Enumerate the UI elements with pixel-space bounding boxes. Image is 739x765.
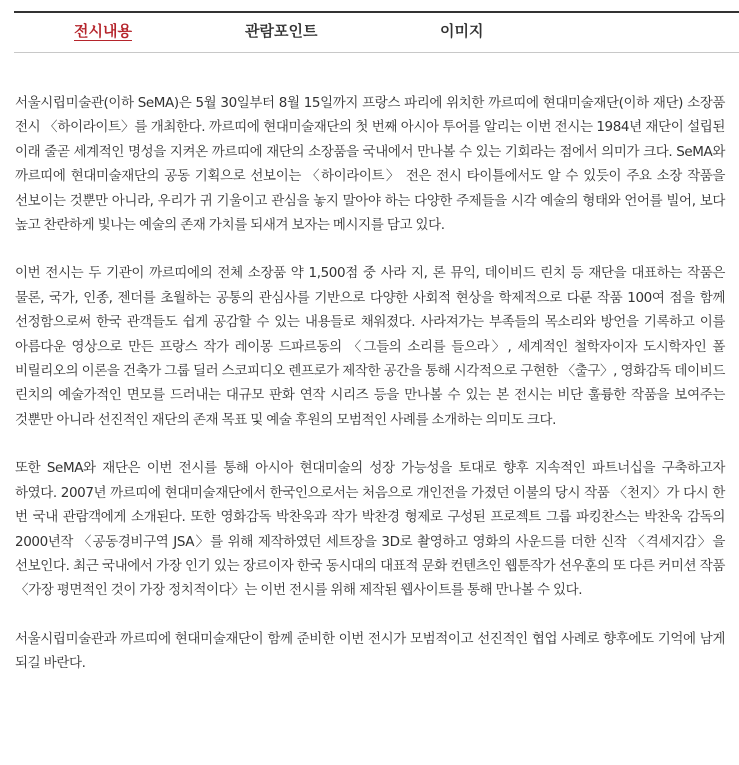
paragraph-closing: 서울시립미술관과 까르띠에 현대미술재단이 함께 준비한 이번 전시가 모범적이고 선진적인 협업 사례로 향후에도 기억에 남게 되길 바란다. <box>15 630 725 672</box>
paragraph-partnership: 또한 SeMA와 재단은 이번 전시를 통해 아시아 현대미술의 성장 가능성을 토대로 향후 지속적인 파트너십을 구축하고자 하였다. 2007년 까르띠에 현대미술재단에서 한국인으로서는 처음으로 개인전을 가졌던 이불의 당시 작품 〈천지〉가 다시 한 번 국내 관람객에게 소개된다. 또한 영화감독 박찬욱과 작가 박찬경 형제로 구성된 프로젝트 그룹 파킹찬스는 박찬욱 감독의 2000년작 〈공동경비구역 JSA〉를 위해 제작하였던 세트장을 3D로 촬영하고 영화의 사운드를 더한 신작 〈격세지감〉을 선보인다. 최근 국내에서 가장 인기 있는 장르이자 한국 동시대의 대표적 문화 컨텐츠인 웹툰작가 선우훈의 또 다른 커미션 작품 〈가장 평면적인 것이 가장 정치적이다〉는 이번 전시를 위해 제작된 웹사이트를 통해 만나볼 수 있다. <box>15 460 725 599</box>
tab-viewing-points[interactable]: 관람포인트 <box>245 22 318 40</box>
paragraph-collection: 이번 전시는 두 기관이 까르띠에의 전체 소장품 약 1,500점 중 사라 지, 론 뮤익, 데이비드 린치 등 재단을 대표하는 작품은 물론, 국가, 인종, 젠더를 초월하는 공통의 관심사를 기반으로 다양한 사회적 현상을 학제적으로 다룬 작품 100여 점을 함께 선정함으로써 한국 관객들도 쉽게 공감할 수 있는 내용들로 채워졌다. 사라져가는 부족들의 목소리와 방언을 기록하고 이를 아름다운 영상으로 만든 프랑스 작가 레이몽 드파르동의 〈그들의 소리를 들으라〉, 세계적인 철학자이자 도시학자인 폴 비릴리오의 이론을 건축가 그룹 딜러 스코피디오 렌프로가 제작한 공간을 통해 시각적으로 구현한 〈출구〉, 영화감독 데이비드 린치의 예술가적인 면모를 드러내는 대규모 판화 연작 시리즈 등을 만나볼 수 있는 본 전시는 비단 훌륭한 작품을 보여주는 것뿐만 아니라 선진적인 재단의 존재 목표 및 예술 후원의 모범적인 사례를 소개하는 의미도 크다. <box>15 265 725 428</box>
tab-bar <box>14 11 739 53</box>
tab-images[interactable]: 이미지 <box>440 22 484 40</box>
paragraph-intro: 서울시립미술관(이하 SeMA)은 5월 30일부터 8월 15일까지 프랑스 파리에 위치한 까르띠에 현대미술재단(이하 재단) 소장품 전시 〈하이라이트〉를 개최한다. 까르띠에 현대미술재단의 첫 번째 아시아 투어를 알리는 이번 전시는 1984년 재단이 설립된 이래 줄곧 세계적인 명성을 지켜온 까르띠에 재단의 소장품을 국내에서 만나볼 수 있는 기회라는 점에서 의미가 크다. SeMA와 까르띠에 현대미술재단의 공동 기획으로 선보이는 〈하이라이트〉 전은 전시 타이틀에서도 알 수 있듯이 주요 소장 작품을 선보이는 것뿐만 아니라, 우리가 귀 기울이고 관심을 놓지 말아야 하는 다양한 주제들을 시각 예술의 형태와 언어를 빌어, 보다 높고 찬란하게 빛나는 예술의 존재 가치를 되새겨 보자는 메시지를 담고 있다. <box>15 95 725 234</box>
exhibition-description <box>15 91 725 700</box>
tab-exhibition-content[interactable]: 전시내용 <box>74 22 132 40</box>
